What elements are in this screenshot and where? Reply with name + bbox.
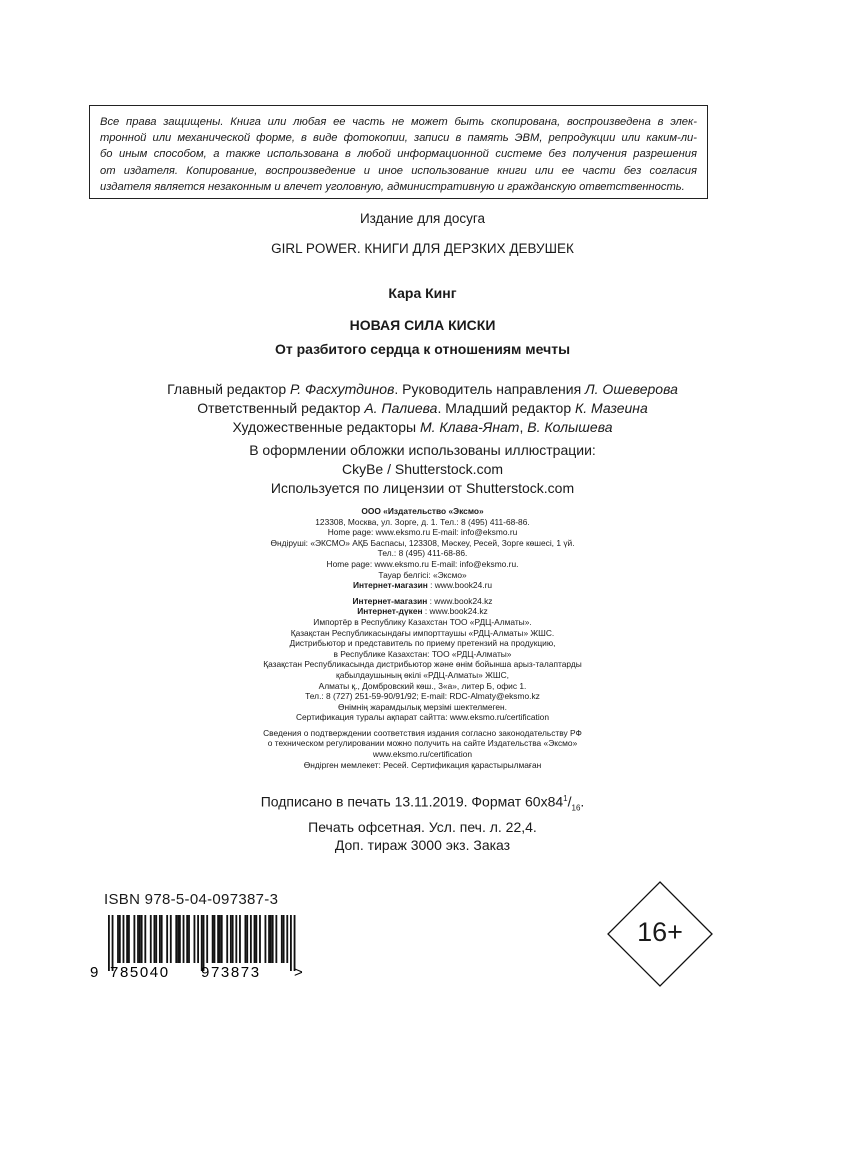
barcode-bar (230, 915, 232, 963)
barcode-bar (133, 915, 135, 963)
importer-line: қабылдаушының өкілі «РДЦ-Алматы» ЖШС, (336, 669, 509, 680)
barcode-bar (179, 915, 181, 963)
barcode-bar (246, 915, 248, 963)
online-shop-kz-kazakh: Интернет-дүкен : www.book24.kz (357, 606, 488, 617)
rights-notice-line: тронной или механической форме, в виде фотокопии, записи в память ЭВМ, репродукции или каким-ли- (100, 132, 697, 145)
edition-type: Издание для досуга (359, 211, 486, 226)
publisher-line: Өндіруші: «ЭКСМО» АҚБ Баспасы, 123308, Мәскеу, Ресей, Зорге көшесі, 1 үй. (270, 537, 575, 548)
barcode-end-marker: > (294, 964, 303, 981)
barcode-bar (214, 915, 216, 963)
print-signed-line: Подписано в печать 13.11.2019. Формат $60x84^1/_{16}$. (260, 793, 585, 813)
barcode-bar (137, 915, 139, 963)
barcode-bar (188, 915, 190, 963)
online-shop-kz: Интернет-магазин : www.book24.kz (352, 595, 493, 606)
importer-line: в Республике Казахстан: ТОО «РДЦ-Алматы» (333, 648, 512, 659)
rights-notice-box (89, 105, 708, 199)
barcode-bar (112, 915, 114, 971)
print-run-line: Доп. тираж 3000 экз. Заказ (334, 837, 511, 854)
illustrations-line: CkyBe / Shutterstock.com (341, 461, 504, 477)
importer-line: Сертификация туралы ақпарат сайтта: www.eksmo.ru/certification (295, 712, 550, 723)
barcode-bar (221, 915, 223, 963)
book-subtitle: От разбитого сердца к отношениям мечты (274, 341, 571, 357)
barcode-bars (108, 915, 295, 971)
barcode-bar (286, 915, 288, 963)
barcode-bar (219, 915, 221, 963)
barcode-bar (294, 915, 296, 971)
barcode-bar (170, 915, 172, 963)
online-shop-ru: Интернет-магазин : www.book24.ru (352, 580, 493, 591)
barcode-bar (239, 915, 241, 963)
credits-line: Ответственный редактор А. Палиева. Младший редактор К. Мазеина (197, 400, 648, 416)
series-name: GIRL POWER. КНИГИ ДЛЯ ДЕРЗКИХ ДЕВУШЕК (271, 241, 574, 256)
credits-line: Художественные редакторы М. Клава-Янат, В. Колышева (232, 419, 613, 435)
barcode-bar (155, 915, 157, 963)
certification-line: Сведения о подтверждении соответствия издания согласно законодательству РФ (263, 727, 582, 738)
isbn-number: ISBN 978-5-04-097387-3 (104, 891, 279, 908)
age-rating-label: 16+ (637, 917, 683, 947)
publisher-line: Home page: www.eksmo.ru E-mail: info@eksmo.ru (327, 527, 518, 538)
publisher-line: Home page: www.eksmo.ru E-mail: info@eksmo.ru. (326, 558, 519, 569)
importer-line: Қазақстан Республикасындағы импорттаушы «РДЦ-Алматы» ЖШС. (290, 627, 555, 638)
illustrations-line: Используется по лицензии от Shutterstock.com (270, 480, 575, 496)
barcode-bar (254, 915, 256, 963)
rights-notice-line: Все права защищены. Книга или любая ее часть не может быть скопирована, воспроизведена в элек- (100, 116, 697, 128)
barcode-bar (250, 915, 252, 963)
editorial-credits (0, 380, 845, 437)
barcode-digits-right: 973873 (201, 964, 261, 981)
importer-line: Дистрибьютор и представитель по приему претензий на продукцию, (289, 638, 556, 649)
barcode-bar (283, 915, 285, 963)
barcode-bar (183, 915, 185, 963)
barcode-bar (144, 915, 146, 963)
barcode-bar (128, 915, 130, 963)
barcode-bar (203, 915, 205, 971)
book-title: НОВАЯ СИЛА КИСКИ (349, 317, 496, 333)
barcode-bar (206, 915, 208, 963)
barcode-bar (255, 915, 257, 963)
barcode-bar (166, 915, 168, 963)
publisher-line: Тауар белгісі: «Эксмо» (378, 569, 467, 580)
credits-line: Главный редактор Р. Фасхутдинов. Руководитель направления Л. Ошеверова (167, 381, 678, 397)
barcode-bar (186, 915, 188, 963)
barcode-bar (281, 915, 283, 963)
barcode-bar (139, 915, 141, 963)
barcode-bar (161, 915, 163, 963)
illustrations-note (0, 441, 845, 498)
barcode-bar (159, 915, 161, 963)
barcode-bar (194, 915, 196, 963)
barcode-bar (117, 915, 119, 963)
barcode-bar (201, 915, 203, 971)
rights-notice-line: издателя является незаконным и влечет уголовную, административную и гражданскую ответственность. (100, 180, 685, 193)
print-method-line: Печать офсетная. Усл. печ. л. 22,4. (308, 818, 537, 835)
barcode-bar (141, 915, 143, 963)
barcode-bar (123, 915, 125, 963)
publisher-info (0, 506, 845, 770)
barcode (88, 913, 318, 985)
print-info (0, 790, 845, 855)
rights-notice-line: бо иным способом, а также использована в любой информационной системе без получения разрешения (100, 148, 697, 161)
barcode-bar (245, 915, 247, 963)
importer-line: Қазақстан Республикасында дистрибьютор және өнім бойынша арыз-талаптарды (263, 659, 582, 670)
importer-line: Импортёр в Республику Казахстан ТОО «РДЦ-Алматы». (313, 616, 532, 627)
publisher-line: 123308, Москва, ул. Зорге, д. 1. Тел.: 8 (495) 411-68-86. (315, 516, 530, 527)
importer-line: Алматы қ., Домбровский көш., 3«а», литер Б, офис 1. (318, 680, 527, 691)
barcode-bar (259, 915, 261, 963)
importer-line: Өнімнің жарамдылық мерзімі шектелмеген. (338, 701, 507, 712)
barcode-bar (217, 915, 219, 963)
barcode-bar (175, 915, 177, 963)
author-name: Кара Кинг (388, 285, 457, 301)
publisher-name: ООО «Издательство «Эксмо» (361, 506, 484, 516)
barcode-bar (108, 915, 110, 971)
barcode-bar (150, 915, 152, 963)
barcode-bar (226, 915, 228, 963)
barcode-bar (197, 915, 199, 963)
barcode-bar (235, 915, 237, 963)
barcode-bar (232, 915, 234, 963)
barcode-bar (119, 915, 121, 963)
illustrations-line: В оформлении обложки использованы иллюстрации: (249, 442, 596, 458)
barcode-digits-left: 785040 (110, 964, 170, 981)
barcode-bar (272, 915, 274, 963)
barcode-bar (275, 915, 277, 963)
publisher-line: Тел.: 8 (495) 411-68-86. (377, 548, 468, 559)
importer-line: Тел.: 8 (727) 251-59-90/91/92; E-mail: RDC-Almaty@eksmo.kz (305, 691, 540, 702)
barcode-lead-digit: 9 (90, 964, 99, 981)
barcode-bar (177, 915, 179, 963)
certification-line: www.eksmo.ru/certification (372, 749, 473, 760)
barcode-bar (126, 915, 128, 963)
barcode-bar (290, 915, 292, 971)
barcode-bar (270, 915, 272, 963)
certification-line: Өндірген мемлекет: Ресей. Сертификация қарастырылмаған (303, 759, 542, 770)
barcode-bar (154, 915, 156, 963)
barcode-bar (268, 915, 270, 963)
barcode-bar (212, 915, 214, 963)
rights-notice-line: от издателя. Копирование, воспроизведение и иное использование книги или ее части без согласия (100, 164, 697, 177)
certification-line: о техническом регулировании можно получить на сайте Издательства «Эксмо» (267, 738, 578, 749)
barcode-bar (265, 915, 267, 963)
